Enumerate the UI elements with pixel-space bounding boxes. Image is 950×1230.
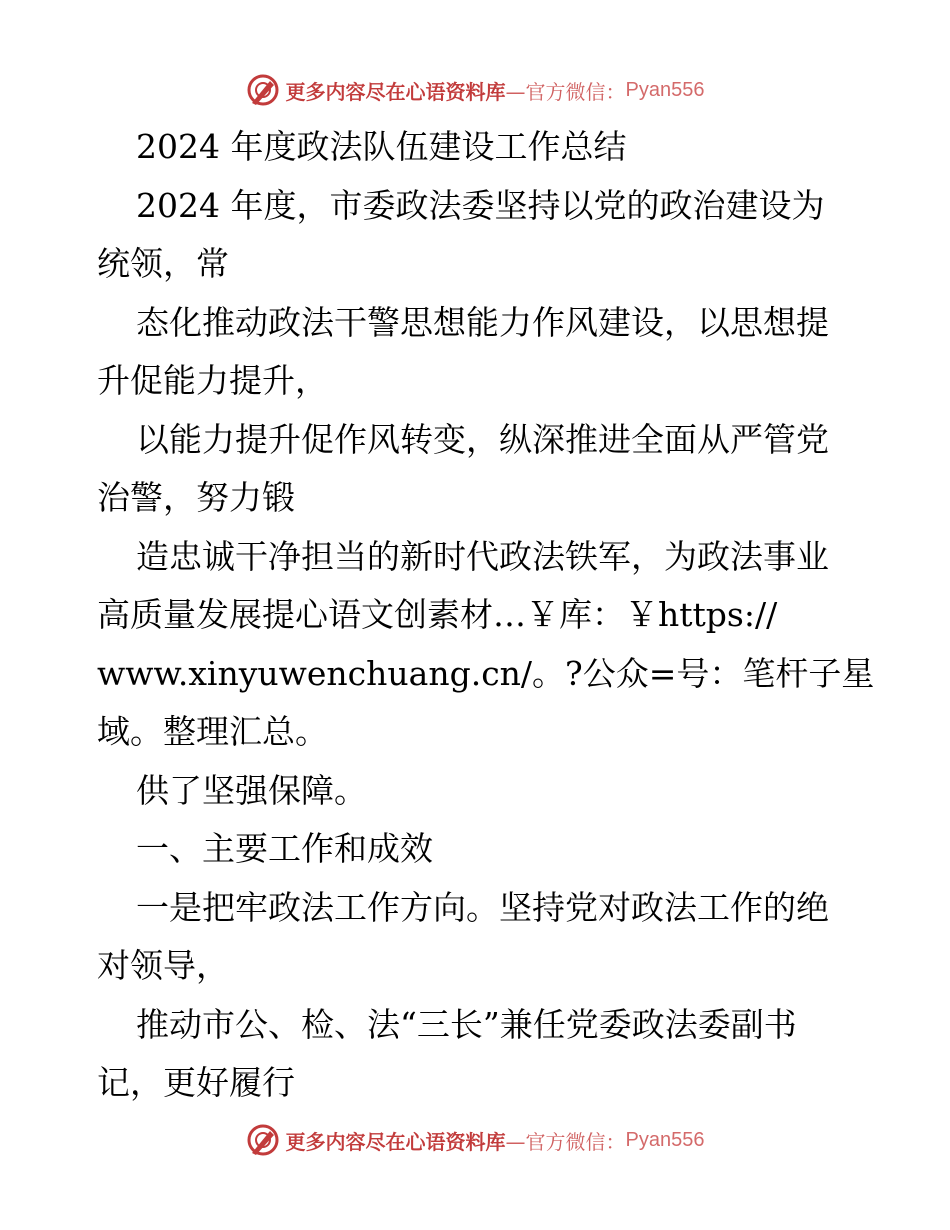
text-line: 造忠诚干净担当的新时代政法铁军，为政法事业 bbox=[136, 536, 829, 576]
text-line: 一是把牢政法工作方向。坚持党对政法工作的绝 bbox=[136, 887, 829, 927]
text-line: 2024 年度政法队伍建设工作总结 bbox=[136, 127, 627, 166]
watermark-wechat-id: Pyan556 bbox=[625, 78, 705, 101]
pen-logo-icon bbox=[246, 73, 280, 107]
pen-logo-icon bbox=[246, 1123, 280, 1157]
watermark-wechat-label: —官方微信： bbox=[505, 1129, 626, 1154]
watermark-main-text: 更多内容尽在心语资料库 bbox=[285, 1129, 506, 1154]
text-line: 高质量发展提心语文创素材…￥库：￥https:// bbox=[97, 595, 778, 634]
text-line: 域。整理汇总。 bbox=[97, 712, 328, 751]
text-line: 对领导， bbox=[97, 946, 229, 985]
text-line: 以能力提升促作风转变，纵深推进全面从严管党 bbox=[136, 419, 829, 459]
text-line: 记，更好履行 bbox=[97, 1063, 295, 1102]
text-line: 治警，努力锻 bbox=[97, 478, 295, 517]
text-line: 2024 年度，市委政法委坚持以党的政治建设为 bbox=[136, 185, 825, 225]
text-line: 一、主要工作和成效 bbox=[136, 829, 433, 868]
watermark-main-text: 更多内容尽在心语资料库 bbox=[285, 79, 506, 104]
header-watermark bbox=[0, 68, 950, 112]
text-line: 升促能力提升， bbox=[97, 361, 328, 400]
text-line: 推动市公、检、法“三长”兼任党委政法委副书 bbox=[136, 1004, 797, 1044]
watermark-wechat-label: —官方微信： bbox=[505, 79, 626, 104]
watermark-wechat-id: Pyan556 bbox=[625, 1128, 705, 1151]
footer-watermark bbox=[0, 1118, 950, 1162]
text-line: www.xinyuwenchuang.cn/。?公众=号：笔杆子星 bbox=[97, 653, 875, 693]
text-line: 供了坚强保障。 bbox=[136, 770, 367, 810]
text-line: 态化推动政法干警思想能力作风建设，以思想提 bbox=[136, 302, 829, 342]
text-line: 统领，常 bbox=[97, 244, 229, 283]
document-body bbox=[97, 118, 875, 1113]
